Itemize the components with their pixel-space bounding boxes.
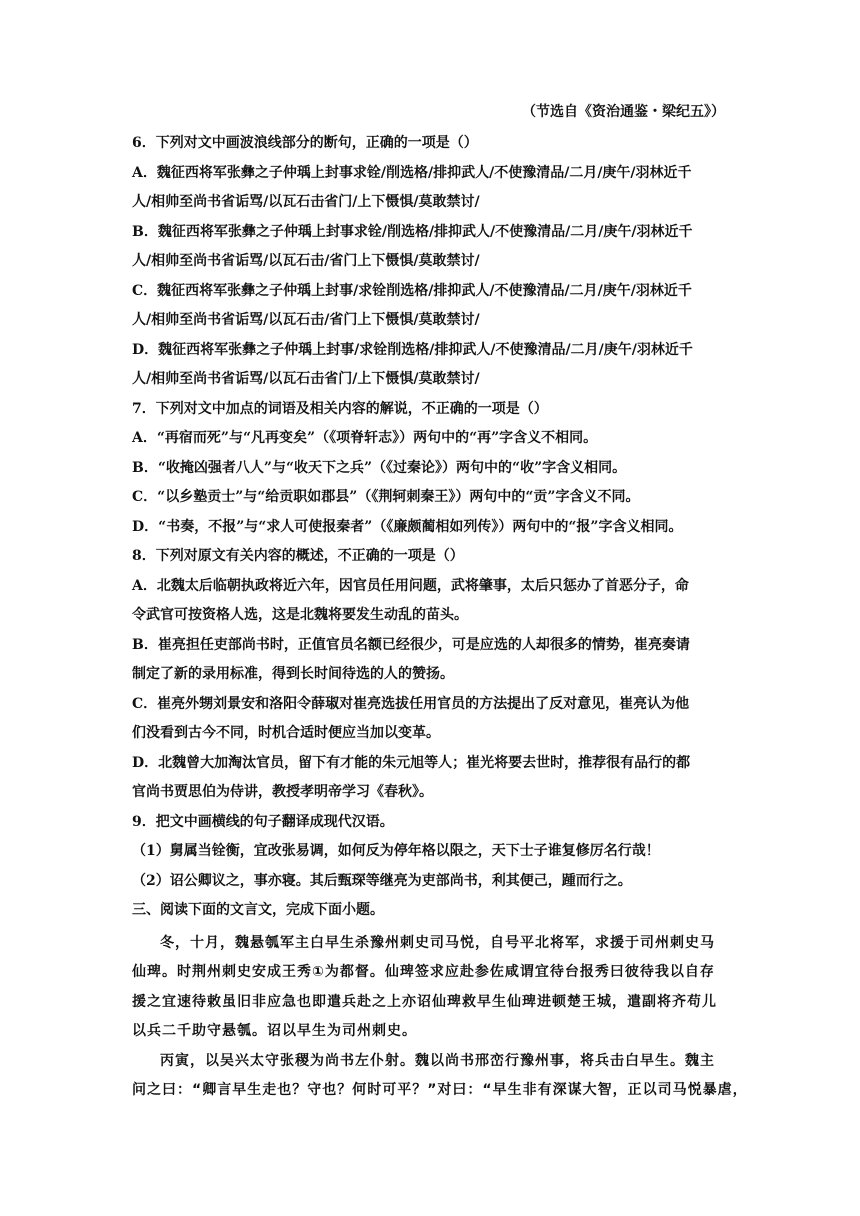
q7-option-c: C．“以乡塾贡士”与“给贡职如郡县”（《荆轲刺秦王》）两句中的“贡”字含义不同。 [132,489,640,505]
q8-option-d-line1: D．北魏曾大加淘汰官员，留下有才能的朱元旭等人；崔光将要去世时，推荐很有品行的都 [132,754,691,771]
question-6-stem: 6．下列对文中画波浪线部分的断句，正确的一项是（） [132,135,478,151]
q9-item-2: （2）诏公卿议之，事亦寝。其后甄琛等继亮为吏部尚书，利其便己，踵而行之。 [132,872,632,889]
passage-para1-line4: 以兵二千助守悬瓠。诏以早生为司州刺史。 [132,1023,417,1039]
question-8-stem: 8．下列对原文有关内容的概述，不正确的一项是（） [132,548,464,564]
question-body [132,129,748,1106]
q7-option-d: D．“书奏，不报”与“求人可使报秦者”（《廉颇蔺相如列传》）两句中的“报”字含义相同。 [132,518,683,535]
question-9-stem: 9．把文中画横线的句子翻译成现代汉语。 [132,813,394,830]
q7-option-a: A．“再宿而死”与“凡再变矣”（《项脊轩志》）两句中的“再”字含义不相同。 [132,430,598,446]
section-3-heading: 三、阅读下面的文言文，完成下面小题。 [132,902,384,918]
passage-para1-line1: 冬，十月，魏悬瓠军主白早生杀豫州刺史司马悦，自号平北将军，求援于司州刺史马 [160,934,715,951]
q8-option-b-line1: B．崔亮担任吏部尚书时，正值官员名额已经很少，可是应选的人却很多的情势，崔亮奏请 [132,636,690,653]
source-citation: （节选自《资治通鉴・梁纪五》） [522,104,725,120]
question-7-stem: 7．下列对文中加点的词语及相关内容的解说，不正确的一项是（） [132,400,548,417]
q8-option-c-line2: 们没看到古今不同，时机合适时便应当加以变革。 [132,725,440,741]
q8-option-c-line1: C．崔亮外甥刘景安和洛阳令薛琡对崔亮选拔任用官员的方法提出了反对意见，崔亮认为他 [132,695,690,712]
q9-item-1: （1）舅属当铨衡，宜改张易调，如何反为停年格以限之，天下士子谁复修厉名行哉！ [132,843,660,859]
q6-option-b-line2: 人/相帅至尚书省诟骂/以瓦石击/省门上下慑惧/莫敢禁讨/ [132,253,480,269]
q8-option-d-line2: 官尚书贾思伯为侍讲，教授孝明帝学习《春秋》。 [132,784,433,800]
q6-option-a-line2: 人/相帅至尚书省诟骂/以瓦石击省门/上下慑惧/莫敢禁讨/ [132,194,480,210]
passage-para2-line1: 丙寅，以吴兴太守张稷为尚书左仆射。魏以尚书邢峦行豫州事，将兵击白早生。魏主 [160,1052,715,1069]
q7-option-b: B．“收掩凶强者八人”与“收天下之兵”（《过秦论》）两句中的“收”字含义相同。 [132,459,627,476]
q8-option-b-line2: 制定了新的录用标准，得到长时间待选的人的赞扬。 [132,666,454,682]
q6-option-c-line2: 人/相帅至尚书省诟骂/以瓦石击/省门上下慑惧/莫敢禁讨/ [132,312,480,328]
q6-option-c-line1: C．魏征西将军张彝之子仲瑀上封事/求铨削选格/排抑武人/不使豫清品/二月/庚午/羽林近千 [132,282,692,299]
q6-option-d-line2: 人/相帅至尚书省诟骂/以瓦石击省门/上下慑惧/莫敢禁讨/ [132,371,480,387]
q6-option-d-line1: D．魏征西将军张彝之子仲瑀上封事/求铨削选格/排抑武人/不使豫清品/二月/庚午/羽林近千 [132,341,693,358]
passage-para2-line2: 问之曰：“卿言早生走也？守也？何时可平？”对曰：“早生非有深谋大智，正以司马悦暴虐， [132,1082,748,1098]
passage-para1-line3: 援之宜速待敕虽旧非应急也即遣兵赴之上亦诏仙琕救早生仙琕进顿楚王城，遣副将齐苟儿 [132,993,717,1010]
passage-para1-line2: 仙琕。时荆州刺史安成王秀①为都督。仙琕签求应赴参佐咸谓宜待台报秀曰彼待我以自存 [132,964,715,980]
q8-option-a-line1: A．北魏太后临朝执政将近六年，因官员任用问题，武将肇事，太后只惩办了首恶分子，命 [132,577,689,594]
q6-option-a-line1: A．魏征西将军张彝之子仲瑀上封事求铨/削选格/排抑武人/不使豫清品/二月/庚午/羽林近千 [132,164,692,181]
q6-option-b-line1: B．魏征西将军张彝之子仲瑀上封事求铨/削选格/排抑武人/不使豫清品/二月/庚午/羽林近千 [132,223,693,240]
q8-option-a-line2: 令武官可按资格人选，这是北魏将要发生动乱的苗头。 [132,607,468,623]
